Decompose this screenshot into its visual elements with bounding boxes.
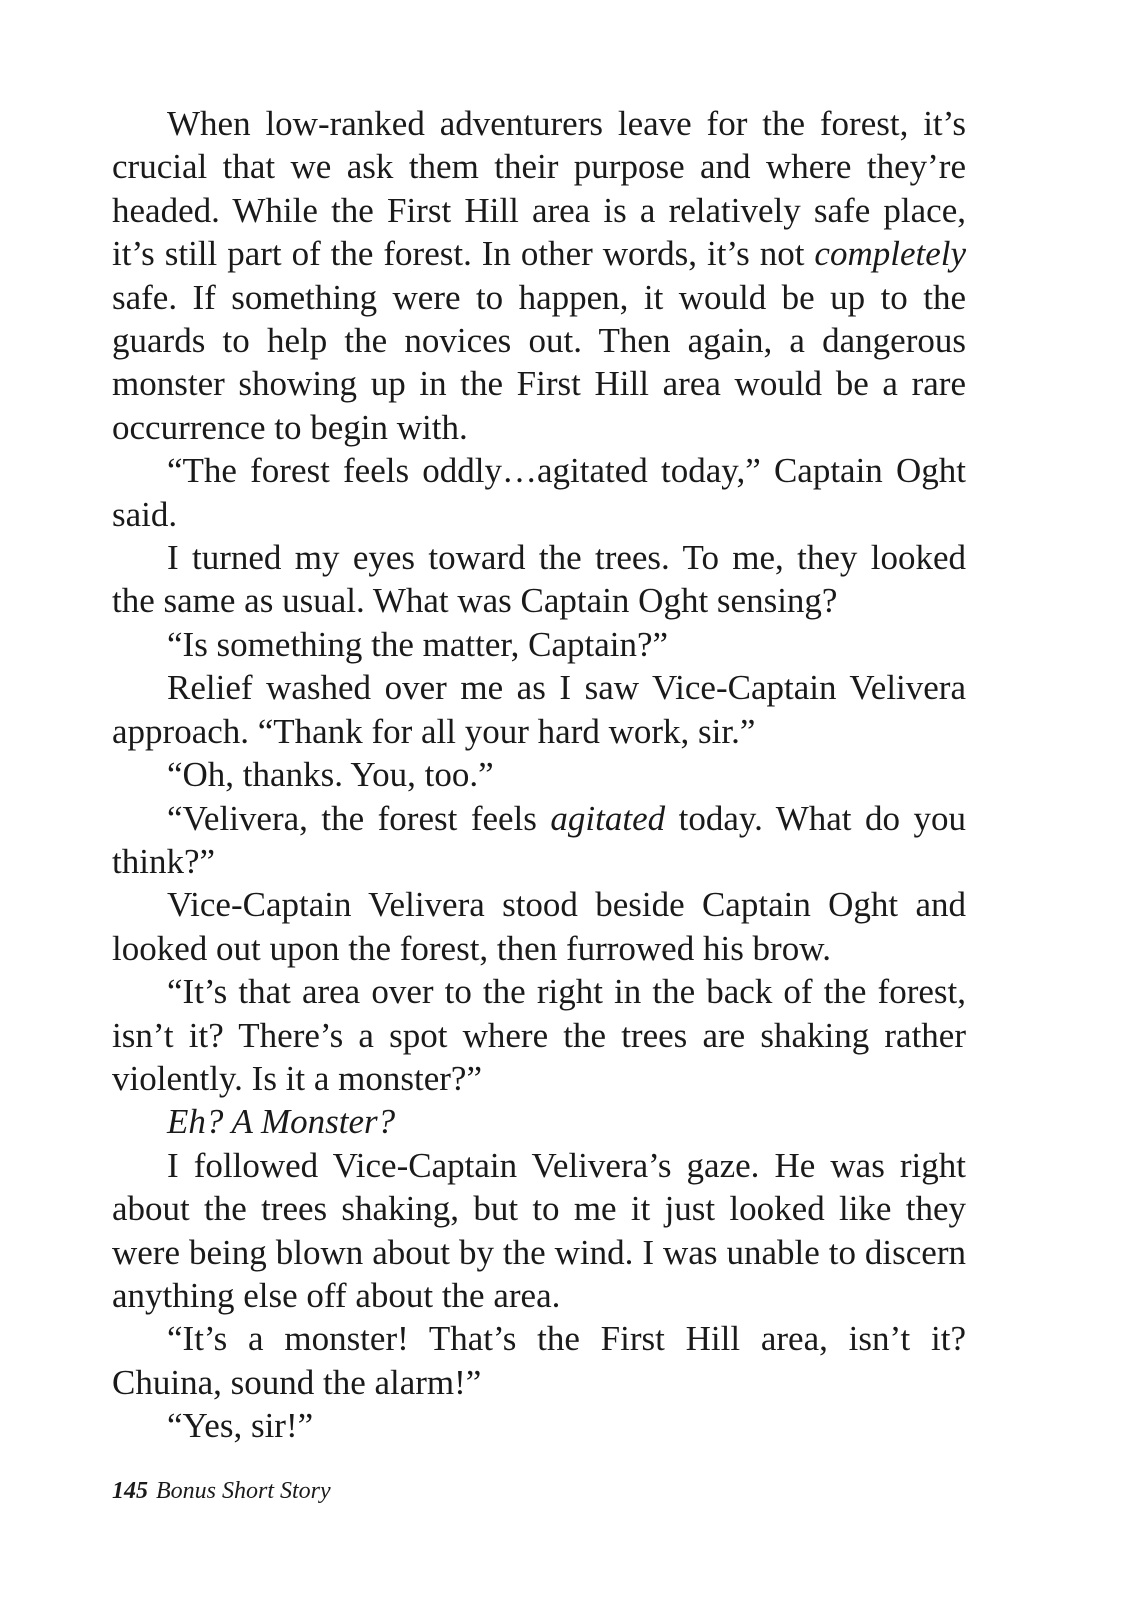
text-run: “Is something the matter, Captain?” xyxy=(167,624,669,664)
paragraph xyxy=(112,102,966,449)
text-run: “It’s that area over to the right in the back of the forest, isn’t it? There’s a spot where the trees are shaking rather violently. Is it a monster?” xyxy=(112,972,966,1098)
body-text xyxy=(112,102,966,1448)
paragraph xyxy=(112,753,966,796)
paragraph xyxy=(112,1317,966,1404)
paragraph xyxy=(112,1144,966,1318)
page-number: 145 xyxy=(112,1478,148,1504)
paragraph xyxy=(112,1404,966,1447)
paragraph xyxy=(112,797,966,884)
text-run: “Oh, thanks. You, too.” xyxy=(167,755,494,795)
text-run: Vice-Captain Velivera stood beside Captain Oght and looked out upon the forest, then furrowed his brow. xyxy=(112,885,966,968)
text-run: When low-ranked adventurers leave for the forest, it’s crucial that we ask them their purpose and where they’re headed. While the First Hill area is a relatively safe place, it’s still part of the forest. In other words, it’s not xyxy=(112,104,966,274)
text-run-italic: Eh? A Monster? xyxy=(167,1102,396,1142)
text-run: “The forest feels oddly…agitated today,” Captain Oght said. xyxy=(112,451,966,534)
text-run: Relief washed over me as I saw Vice-Captain Velivera approach. “Thank for all your hard work, sir.” xyxy=(112,668,966,751)
paragraph xyxy=(112,1100,966,1143)
paragraph xyxy=(112,883,966,970)
text-run: I turned my eyes toward the trees. To me, they looked the same as usual. What was Captain Oght sensing? xyxy=(112,538,966,621)
paragraph xyxy=(112,623,966,666)
text-run: “Yes, sir!” xyxy=(167,1406,314,1446)
paragraph xyxy=(112,536,966,623)
paragraph xyxy=(112,449,966,536)
text-run: today. What do you think?” xyxy=(112,798,966,881)
section-title: Bonus Short Story xyxy=(156,1478,331,1504)
paragraph xyxy=(112,970,966,1100)
text-run-italic: completely xyxy=(814,234,966,274)
page-footer xyxy=(112,1478,331,1505)
text-run-italic: agitated xyxy=(550,798,666,838)
text-run: “Velivera, the forest feels xyxy=(167,798,551,838)
text-run: “It’s a monster! That’s the First Hill area, isn’t it? Chuina, sound the alarm!” xyxy=(112,1319,966,1402)
text-run: I followed Vice-Captain Velivera’s gaze. He was right about the trees shaking, but to me it just looked like they were being blown about by the wind. I was unable to discern anything else off about the area. xyxy=(112,1145,966,1315)
text-run: safe. If something were to happen, it would be up to the guards to help the novices out. Then again, a dangerous monster showing up in the First Hill area would be a rare occurrence to begin with. xyxy=(112,277,966,447)
paragraph xyxy=(112,666,966,753)
